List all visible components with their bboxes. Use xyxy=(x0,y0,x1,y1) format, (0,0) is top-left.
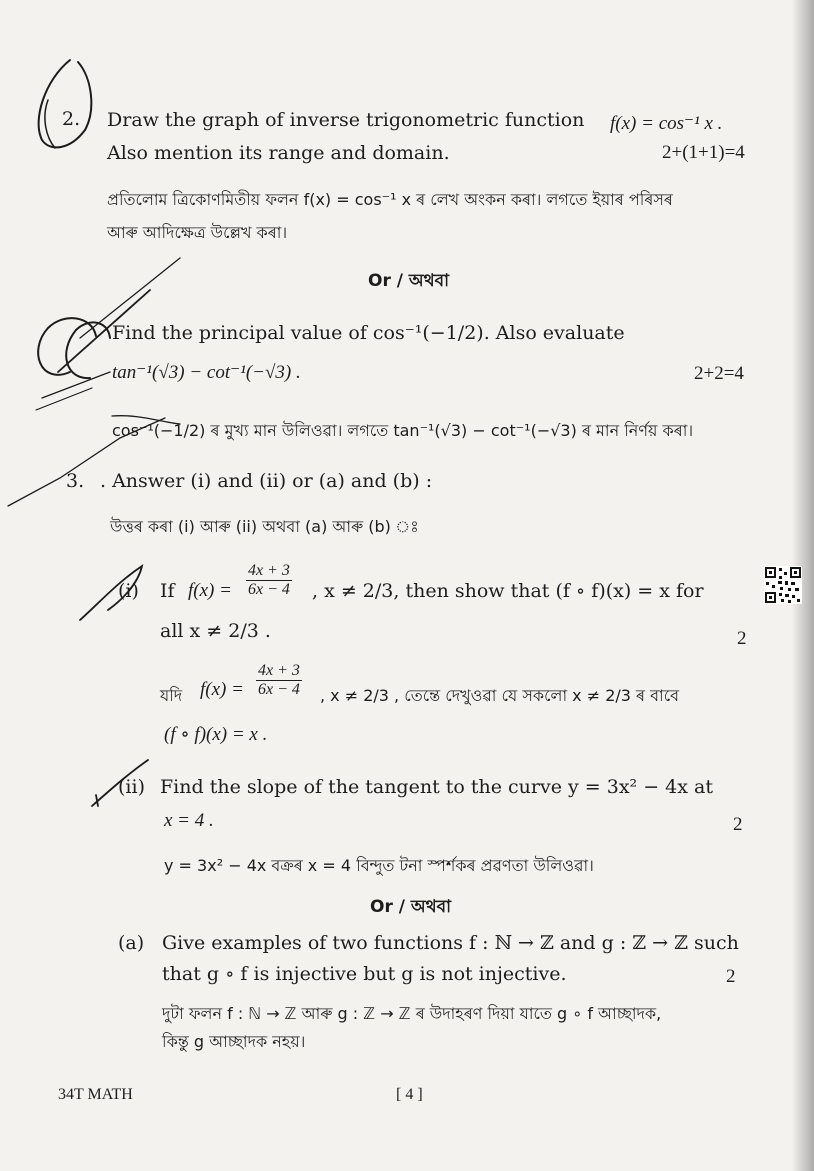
part-a-line1: Give examples of two functions f : ℕ → ℤ and g : ℤ → ℤ such xyxy=(162,932,739,954)
part-i-assamese-if: যদি xyxy=(160,686,183,705)
part-i-assamese-condition: , x ≠ 2/3 , তেন্তে দেখুওৱা যে সকলো x ≠ 2/3 ৰ বাবে xyxy=(320,686,680,705)
fraction-denominator: 6x − 4 xyxy=(248,581,290,598)
part-ii-label: (ii) xyxy=(118,776,145,798)
slash-mark-4 xyxy=(36,388,92,410)
underline-mark xyxy=(112,416,180,424)
part-ii-marks: 2 xyxy=(733,814,743,835)
footer-paper-code: 34T MATH xyxy=(58,1086,133,1103)
part-i-assamese-line2: (f ∘ f)(x) = x . xyxy=(164,724,268,745)
bracket-mark xyxy=(45,100,55,148)
part-a-assamese-line1: দুটা ফলন f : ℕ → ℤ আৰু g : ℤ → ℤ ৰ উদাহৰণ দিয়া যাতে g ∘ f আচ্ছাদক, xyxy=(162,1004,662,1023)
question-2-assamese-line2: আৰু আদিক্ষেত্ৰ উল্লেখ কৰা। xyxy=(107,223,288,242)
part-i-line2: all x ≠ 2/3 . xyxy=(160,620,271,642)
question-2-or-text-line1: Find the principal value of cos⁻¹(−1/2). Also evaluate xyxy=(112,322,625,344)
question-2-text-line2: Also mention its range and domain. xyxy=(107,142,450,164)
part-i-fx: f(x) = xyxy=(188,580,232,601)
question-3-intro-assamese: উত্তৰ কৰা (i) আৰু (ii) অথবা (a) আৰু (b) ঃ xyxy=(110,517,419,536)
question-2-or-marks: 2+2=4 xyxy=(694,363,744,384)
part-a-marks: 2 xyxy=(726,966,736,987)
question-2-assamese-line1: প্রতিলোম ত্রিকোণমিতীয় ফলন f(x) = cos⁻¹ x ৰ লেখ অংকন কৰা। লগতে ইয়াৰ পৰিসৰ xyxy=(107,190,673,209)
part-i-condition: , x ≠ 2/3, then show that (f ∘ f)(x) = x for xyxy=(312,580,704,602)
tick-mark-part-i xyxy=(80,566,142,620)
question-3-intro: . Answer (i) and (ii) or (a) and (b) : xyxy=(100,470,433,492)
question-2-or-assamese: cos⁻¹(−1/2) ৰ মুখ্য মান উলিওৱা। লগতে tan⁻¹(√3) − cot⁻¹(−√3) ৰ মান নিৰ্ণয় কৰা। xyxy=(112,421,694,440)
dot-mark xyxy=(96,795,98,806)
question-2-text-line1: Draw the graph of inverse trigonometric function xyxy=(107,109,585,131)
fraction-numerator: 4x + 3 xyxy=(258,662,300,679)
question-2-function: f(x) = cos⁻¹ x . xyxy=(610,113,723,134)
part-a-line2: that g ∘ f is injective but g is not injective. xyxy=(162,963,567,985)
slash-mark-1 xyxy=(58,290,150,372)
part-a-label: (a) xyxy=(118,932,145,954)
long-stroke-mark xyxy=(8,418,165,506)
or-separator-2: Or / অথবা xyxy=(370,897,452,917)
part-i-label: (i) xyxy=(118,580,139,602)
part-i-marks: 2 xyxy=(737,628,747,649)
footer-page-number: [ 4 ] xyxy=(396,1086,423,1103)
part-ii-assamese: y = 3x² − 4x বক্ৰৰ x = 4 বিন্দুত টনা স্পৰ্শকৰ প্ৰৱণতা উলিওৱা। xyxy=(164,856,594,875)
question-2-or-expression: tan⁻¹(√3) − cot⁻¹(−√3) . xyxy=(112,362,301,383)
slash-mark-2 xyxy=(80,258,180,338)
fraction-numerator: 4x + 3 xyxy=(248,562,290,579)
question-2-number: 2. xyxy=(62,108,81,130)
part-i-assamese-fx: f(x) = xyxy=(200,679,244,700)
part-i-if: If xyxy=(160,580,175,602)
tick-mark-part-ii xyxy=(92,760,148,806)
fraction-denominator: 6x − 4 xyxy=(258,681,300,698)
or-separator-1: Or / অথবা xyxy=(368,271,450,291)
question-3-number: 3. xyxy=(66,470,85,492)
part-ii-line1: Find the slope of the tangent to the curve y = 3x² − 4x at xyxy=(160,776,713,798)
question-2-marks: 2+(1+1)=4 xyxy=(662,142,745,163)
part-a-assamese-line2: কিন্তু g আচ্ছাদক নহয়। xyxy=(162,1032,306,1051)
part-ii-line2: x = 4 . xyxy=(164,810,214,831)
